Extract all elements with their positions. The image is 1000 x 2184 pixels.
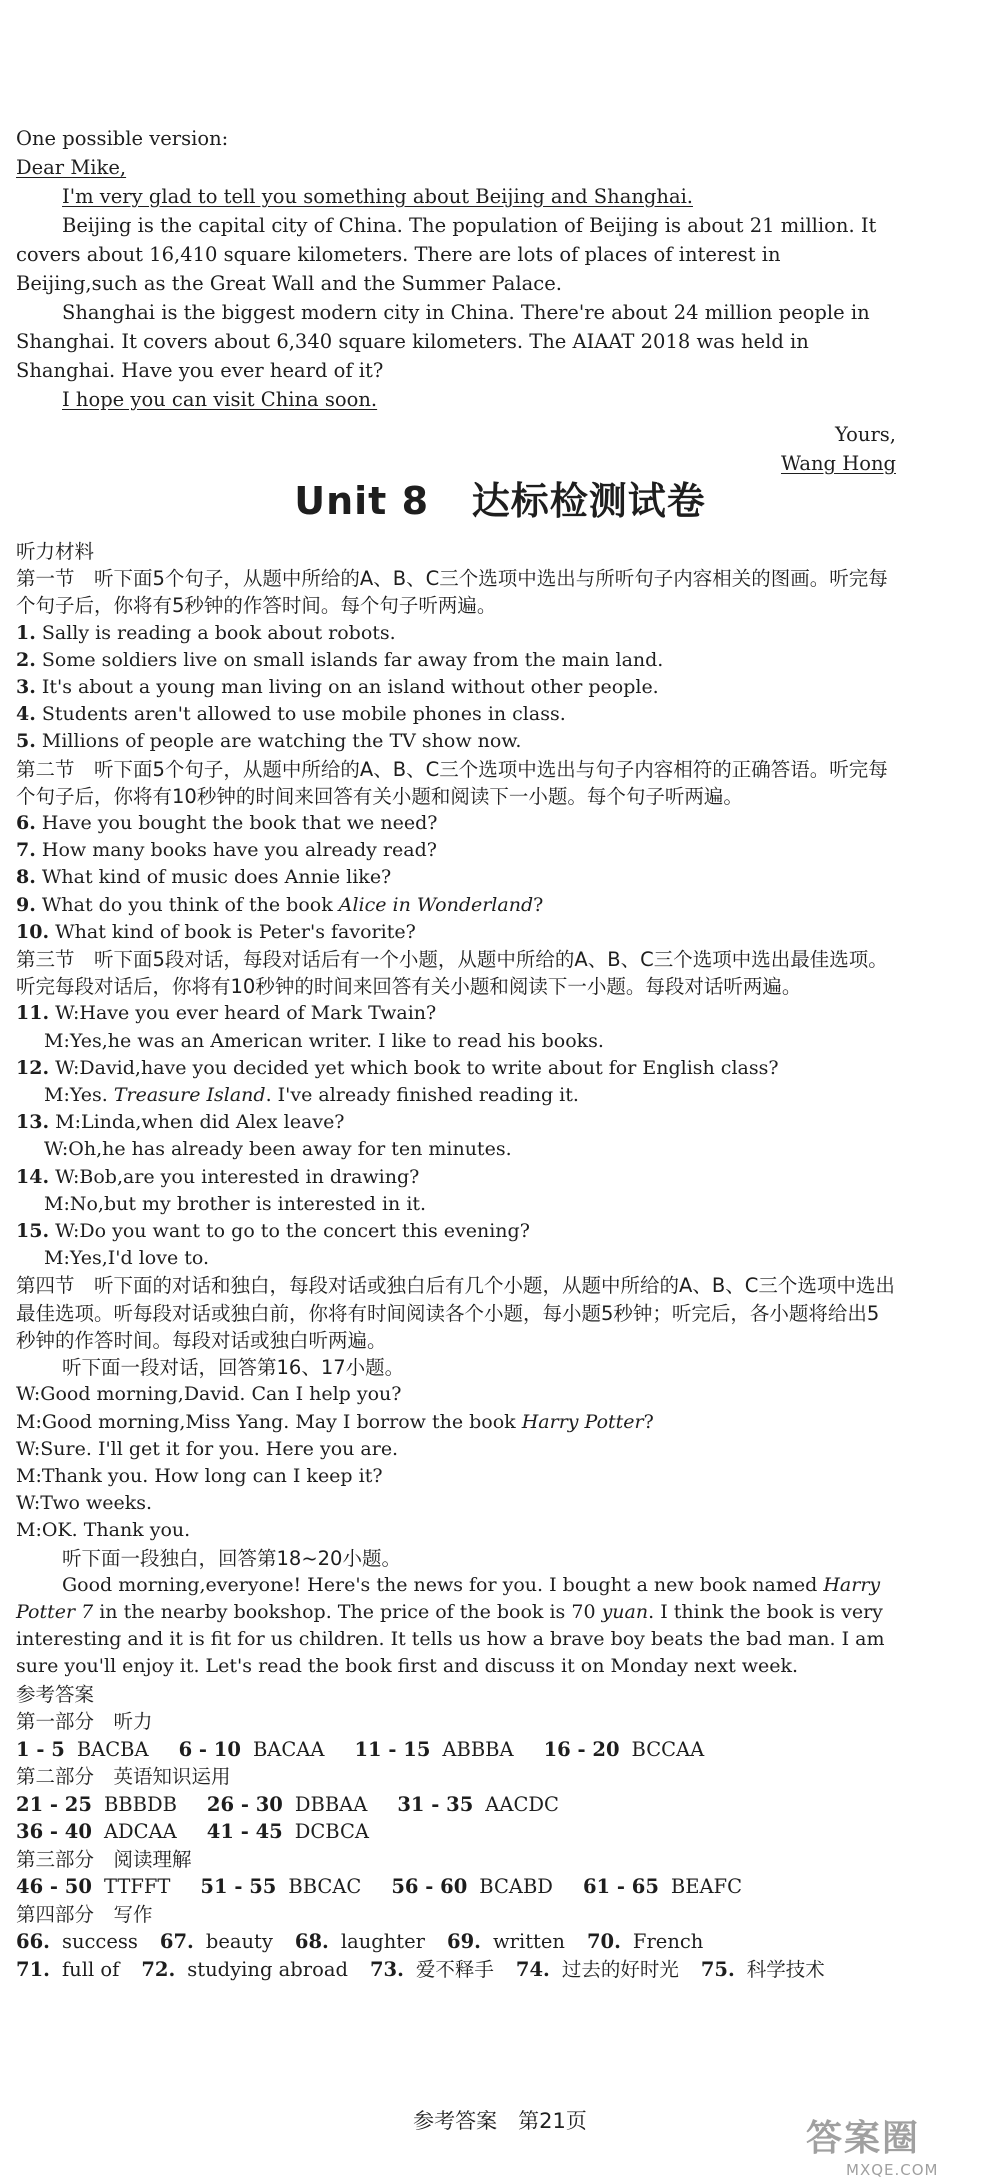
question-number: 9.: [16, 893, 36, 916]
watermark-logo-text: 答案圈: [806, 2118, 921, 2159]
answer-group: [354, 1736, 513, 1764]
answer-group: [544, 1736, 705, 1764]
section3-instruction: 第三节 听下面5段对话，每段对话后有一个小题，从题中所给的A、B、C三个选项中选出最佳选项。听完每段对话后，你将有10秒钟的时间来回答有关小题和阅读下一小题。每段对话听两遍。: [16, 948, 888, 999]
listening-item: [16, 674, 896, 701]
answer-range: 31 - 35: [397, 1792, 474, 1816]
answer-row: [16, 1736, 896, 1764]
answer-group: [200, 1873, 361, 1901]
dialog-text: W:David,have you decided yet which book to write about for English class?: [55, 1056, 779, 1079]
dialog-text: W:Bob,are you interested in drawing?: [55, 1165, 420, 1188]
answer-range: 73.: [369, 1957, 404, 1981]
listening-item: [16, 864, 896, 891]
answer-range: 61 - 65: [582, 1875, 659, 1899]
question-number: 11.: [16, 1002, 50, 1025]
listening-item: [16, 620, 896, 647]
answer-value: 科学技术: [746, 1957, 825, 1981]
question-number: 2.: [16, 648, 36, 671]
question-number: 3.: [16, 676, 36, 699]
dialog-text: W:Have you ever heard of Mark Twain?: [55, 1002, 437, 1025]
dialog-text: M:Yes.: [44, 1084, 114, 1107]
answer-value: BBBDB: [103, 1792, 177, 1816]
answer-value: DBBAA: [294, 1792, 368, 1816]
section1-instruction: 第一节 听下面5个句子，从题中所给的A、B、C三个选项中选出与所听句子内容相关的图画。听完每个句子后，你将有5秒钟的作答时间。每个句子听两遍。: [16, 567, 888, 618]
answer-row: [16, 1791, 896, 1819]
dialog-line: [16, 1218, 896, 1245]
book-title: Alice in Wonderland: [338, 893, 534, 916]
answer-group: [16, 1791, 177, 1819]
question-number: 10.: [16, 920, 50, 943]
section2-list: [16, 810, 896, 946]
answer-value: BCABD: [479, 1875, 553, 1899]
question-number: 6.: [16, 812, 36, 835]
dialog-text: M:Good morning,Miss Yang. May I borrow the book: [16, 1410, 522, 1433]
unit-number: Unit 8: [294, 479, 430, 523]
answer-row: [16, 1818, 896, 1846]
answer-group: [207, 1818, 369, 1846]
section2-instruction: 第二节 听下面5个句子，从题中所给的A、B、C三个选项中选出与句子内容相符的正确答语。听完每个句子后，你将有10秒钟的时间来回答有关小题和阅读下一小题。每个句子听两遍。: [16, 757, 888, 808]
currency-word: yuan: [601, 1600, 649, 1623]
answer-range: 16 - 20: [543, 1737, 620, 1761]
answer-range: 26 - 30: [206, 1792, 283, 1816]
answer-group: [447, 1928, 565, 1956]
answer-group: [397, 1791, 559, 1819]
answer-range: 36 - 40: [16, 1820, 92, 1844]
answer-range: 70.: [586, 1930, 621, 1954]
item-text: Sally is reading a book about robots.: [41, 621, 396, 644]
letter-closing: I hope you can visit China soon.: [62, 388, 378, 411]
item-text: Some soldiers live on small islands far away from the main land.: [41, 648, 664, 671]
unit-test-name: 达标检测试卷: [471, 479, 706, 523]
answer-value: French: [632, 1930, 704, 1954]
part1-heading: 第一部分 听力: [16, 1710, 153, 1734]
dialog-line: W:Oh,he has already been away for ten minutes.: [44, 1138, 512, 1161]
answer-range: 72.: [141, 1957, 176, 1981]
question-number: 13.: [16, 1111, 50, 1134]
answer-range: 46 - 50: [16, 1875, 92, 1899]
monologue-intro: 听下面一段独白，回答第18~20小题。: [62, 1546, 401, 1570]
dialog-intro: 听下面一段对话，回答第16、17小题。: [62, 1356, 405, 1380]
letter-para-beijing: Beijing is the capital city of China. The population of Beijing is about 21 million. It covers about 16,410 square kilometers. There are lots of places of interest in Beijing,such as the Great Wall and the Summer Palace.: [16, 214, 877, 295]
answer-range: 67.: [159, 1930, 194, 1954]
listening-item: [16, 701, 896, 728]
site-watermark: [806, 2110, 996, 2180]
answer-value: laughter: [340, 1930, 426, 1954]
part4-answers: [16, 1928, 896, 1983]
dialog-line: [16, 1409, 896, 1436]
item-text: What kind of book is Peter's favorite?: [55, 920, 416, 943]
question-number: 7.: [16, 839, 36, 862]
book-title: Harry Potter: [521, 1410, 644, 1433]
part4-heading: 第四部分 写作: [16, 1902, 153, 1926]
answer-value: ABBBA: [442, 1737, 514, 1761]
dialog-line: [16, 1109, 896, 1136]
answer-value: TTFFT: [103, 1875, 171, 1899]
answer-group: [16, 1818, 177, 1846]
dialog-line: W:Two weeks.: [16, 1492, 153, 1515]
letter-sign-off: Yours,: [834, 423, 896, 446]
answer-group: [179, 1736, 325, 1764]
answer-value: 过去的好时光: [561, 1957, 679, 1981]
answer-group: [701, 1956, 825, 1984]
dialog-line: [16, 1164, 896, 1191]
answer-group: [207, 1791, 367, 1819]
dialog-line: M:Yes,I'd love to.: [44, 1247, 210, 1270]
answer-value: BACBA: [76, 1737, 149, 1761]
listening-item: [16, 919, 896, 946]
dialog-line: M:No,but my brother is interested in it.: [44, 1192, 427, 1215]
answer-group: [16, 1956, 119, 1984]
dialog-line: M:Yes,he was an American writer. I like to read his books.: [44, 1029, 604, 1052]
dialog-text: M:Linda,when did Alex leave?: [55, 1111, 345, 1134]
answer-value: BEAFC: [670, 1875, 742, 1899]
letter-greeting: Dear Mike,: [16, 156, 127, 179]
dialog-line: W:Good morning,David. Can I help you?: [16, 1383, 402, 1406]
answer-range: 75.: [700, 1957, 735, 1981]
item-text: What kind of music does Annie like?: [41, 866, 392, 889]
listening-item: [16, 728, 896, 755]
item-text: Students aren't allowed to use mobile phones in class.: [41, 703, 566, 726]
letter-signature: Wang Hong: [780, 452, 896, 475]
answer-value: DCBCA: [294, 1820, 369, 1844]
part2-heading: 第二部分 英语知识运用: [16, 1765, 231, 1789]
monologue-part: . I think the book is very interesting and it is fit for us children. It tells us how a brave boy beats the bad man. I am sure you'll enjoy it. Let's read the book first and discuss it on Monday next week.: [16, 1600, 885, 1678]
question-number: 1.: [16, 621, 36, 644]
answer-group: [16, 1873, 170, 1901]
answer-key: [16, 1681, 896, 1984]
answer-value: studying abroad: [187, 1957, 348, 1981]
answers-heading: 参考答案: [16, 1682, 95, 1706]
answer-range: 56 - 60: [391, 1875, 468, 1899]
listening-item: [16, 647, 896, 674]
part2-answers: [16, 1791, 896, 1846]
answer-value: AACDC: [485, 1792, 559, 1816]
answer-group: [16, 1928, 138, 1956]
answer-value: 爱不释手: [415, 1957, 494, 1981]
dialog-text: W:Do you want to go to the concert this evening?: [55, 1220, 530, 1243]
answer-range: 69.: [447, 1930, 481, 1954]
part3-heading: 第三部分 阅读理解: [16, 1847, 192, 1871]
answer-group: [516, 1956, 679, 1984]
question-number: 12.: [16, 1056, 50, 1079]
item-text: What do you think of the book: [41, 893, 339, 916]
answer-value: success: [61, 1930, 138, 1954]
answer-range: 41 - 45: [206, 1820, 283, 1844]
answer-value: BCCAA: [631, 1737, 705, 1761]
dialog-line: [16, 1000, 896, 1027]
listening-item: [16, 837, 896, 864]
answer-range: 21 - 25: [16, 1792, 92, 1816]
answer-group: [583, 1873, 742, 1901]
item-text: Millions of people are watching the TV show now.: [41, 730, 522, 753]
item-text: It's about a young man living on an island without other people.: [41, 676, 659, 699]
answer-range: 68.: [294, 1930, 329, 1954]
monologue-text: [16, 1572, 896, 1681]
answer-group: [16, 1736, 149, 1764]
answer-range: 74.: [515, 1957, 550, 1981]
answer-group: [141, 1956, 348, 1984]
listening-item: [16, 810, 896, 837]
answer-value: beauty: [205, 1930, 273, 1954]
answer-value: BACAA: [252, 1737, 325, 1761]
section4-instruction: 第四节 听下面的对话和独白，每段对话或独白后有几个小题，从题中所给的A、B、C三个选项中选出最佳选项。听每段对话或独白前，你将有时间阅读各个小题，每小题5秒钟；听完后，各小题将给出5秒钟的作答时间。每段对话或独白听两遍。: [16, 1274, 895, 1352]
dialog-line: [16, 1082, 896, 1109]
answer-row: [16, 1873, 896, 1901]
dialog-line: [16, 1055, 896, 1082]
monologue-part: Good morning,everyone! Here's the news for you. I bought a new book named: [62, 1573, 824, 1596]
section3-dialogs: [16, 1000, 896, 1272]
book-title: Treasure Island: [113, 1084, 266, 1107]
section1-list: [16, 620, 896, 756]
answer-row: [16, 1928, 896, 1956]
answer-group: [587, 1928, 703, 1956]
dialog-text: . I've already finished reading it.: [265, 1084, 579, 1107]
part1-answers: [16, 1736, 896, 1764]
dialog-line: W:Sure. I'll get it for you. Here you are.: [16, 1437, 399, 1460]
answer-range: 71.: [16, 1957, 50, 1981]
answer-range: 66.: [16, 1930, 50, 1954]
dialog-line: M:OK. Thank you.: [16, 1519, 191, 1542]
question-number: 5.: [16, 730, 36, 753]
answer-value: full of: [61, 1957, 120, 1981]
answer-row: [16, 1956, 896, 1984]
item-text: How many books have you already read?: [41, 839, 437, 862]
answer-value: ADCAA: [103, 1820, 177, 1844]
item-text: ?: [533, 893, 544, 916]
answer-group: [160, 1928, 273, 1956]
question-number: 4.: [16, 703, 36, 726]
answer-range: 6 - 10: [178, 1737, 241, 1761]
letter-para-shanghai: Shanghai is the biggest modern city in China. There're about 24 million people in Shanghai. It covers about 6,340 square kilometers. The AIAAT 2018 was held in Shanghai. Have you ever heard of it?: [16, 301, 870, 382]
item-text: Have you bought the book that we need?: [41, 812, 438, 835]
answer-range: 11 - 15: [354, 1737, 431, 1761]
sample-letter: [16, 124, 896, 478]
watermark-url: MXQE.COM: [846, 2161, 939, 2179]
question-number: 8.: [16, 866, 36, 889]
page-footer: 参考答案 第21页: [413, 2109, 587, 2133]
part3-answers: [16, 1873, 896, 1901]
question-number: 14.: [16, 1165, 50, 1188]
answer-group: [295, 1928, 425, 1956]
answer-range: 1 - 5: [16, 1737, 65, 1761]
listening-item: [16, 892, 896, 919]
monologue-part: in the nearby bookshop. The price of the book is 70: [93, 1600, 602, 1623]
answer-range: 51 - 55: [200, 1875, 277, 1899]
dialog-text: ?: [643, 1410, 654, 1433]
answer-value: written: [492, 1930, 565, 1954]
listening-heading: 听力材料: [16, 540, 95, 563]
question-number: 15.: [16, 1220, 50, 1243]
unit-title: [0, 470, 1000, 525]
book-title: Harry Potter 7: [16, 1573, 881, 1623]
letter-intro: One possible version:: [16, 127, 229, 150]
test-content: [16, 538, 896, 1983]
letter-opening: I'm very glad to tell you something about Beijing and Shanghai.: [62, 185, 693, 208]
answer-group: [391, 1873, 553, 1901]
answer-group: [370, 1956, 494, 1984]
answer-value: BBCAC: [288, 1875, 362, 1899]
dialog-line: M:Thank you. How long can I keep it?: [16, 1464, 383, 1487]
